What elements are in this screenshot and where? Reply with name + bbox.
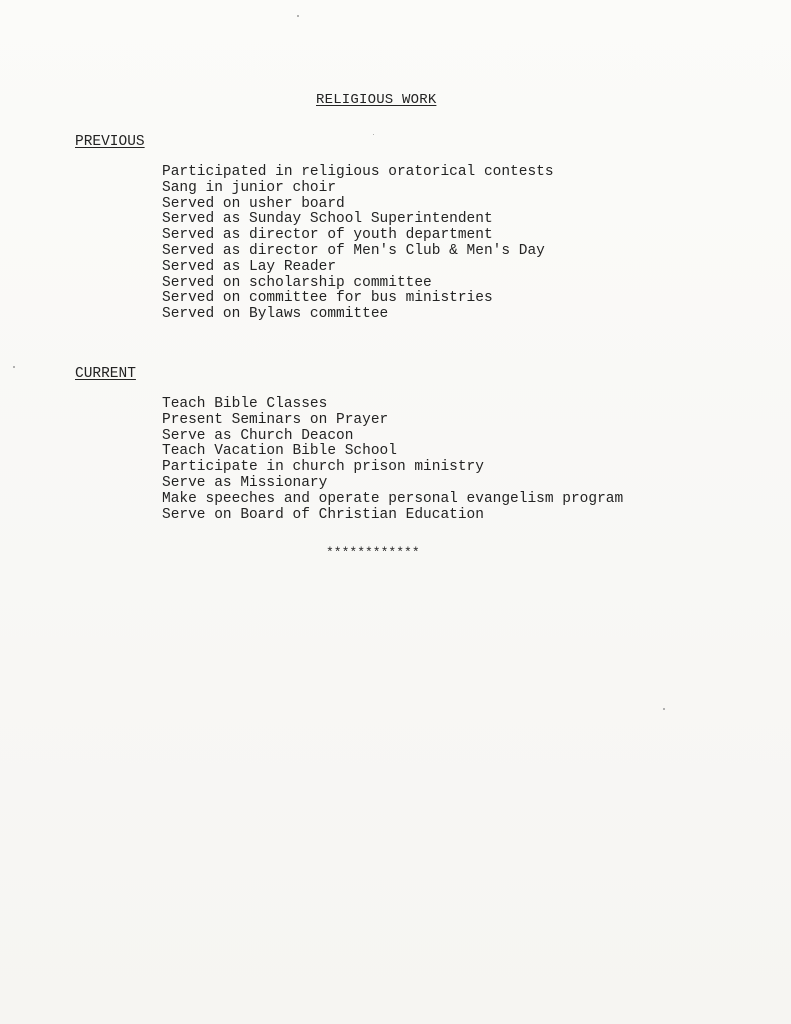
list-item: Served as Lay Reader <box>162 258 337 275</box>
list-item: Served on scholarship committee <box>162 274 432 291</box>
list-item: Participate in church prison ministry <box>162 459 484 476</box>
list-item: Sang in junior choir <box>162 179 337 196</box>
section-heading-current: CURRENT <box>75 366 136 382</box>
list-item: Served as director of Men's Club & Men's Day <box>162 242 545 259</box>
list-item: Make speeches and operate personal evangelism program <box>162 490 624 507</box>
list-item: Served on usher board <box>162 195 345 212</box>
paper-speck <box>297 15 299 17</box>
list-item: Serve as Church Deacon <box>162 427 354 444</box>
list-item: Teach Vacation Bible School <box>162 443 397 460</box>
list-item: Teach Bible Classes <box>162 396 328 412</box>
separator-asterisks: ************ <box>326 545 420 560</box>
paper-speck <box>663 708 665 710</box>
list-item: Served on Bylaws committee <box>162 306 389 323</box>
list-item: Serve as Missionary <box>162 474 328 491</box>
list-item: Served as director of youth department <box>162 227 493 244</box>
list-item: Served on committee for bus ministries <box>162 290 493 307</box>
list-item: Serve on Board of Christian Education <box>162 506 484 523</box>
section-heading-previous: PREVIOUS <box>75 134 145 150</box>
current-list <box>162 397 623 523</box>
list-item: Participated in religious oratorical contests <box>162 164 554 180</box>
page-title: RELIGIOUS WORK <box>316 92 437 108</box>
previous-list <box>162 165 554 323</box>
list-item: Present Seminars on Prayer <box>162 411 389 428</box>
paper-speck <box>13 366 15 368</box>
paper-speck <box>373 134 374 135</box>
list-item: Served as Sunday School Superintendent <box>162 211 493 228</box>
